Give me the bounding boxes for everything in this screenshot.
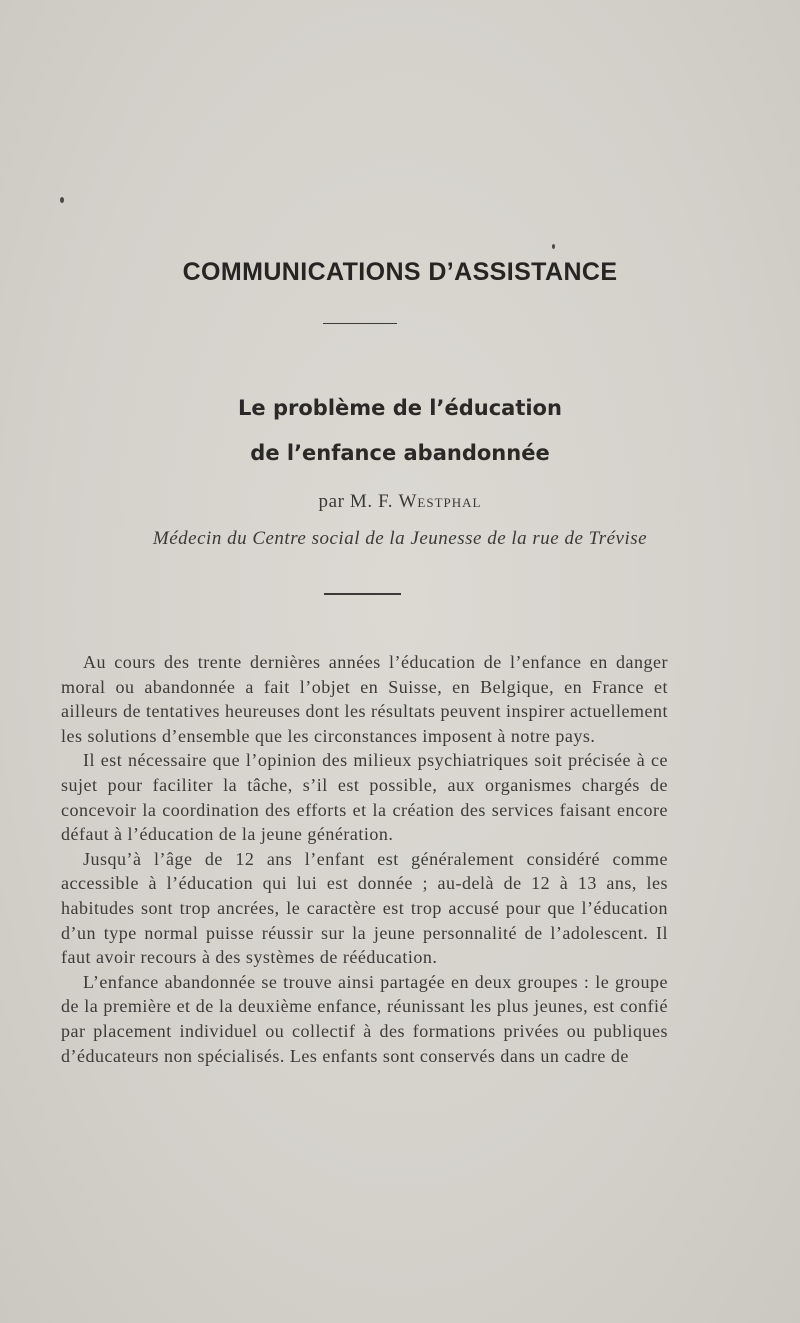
section-divider	[323, 323, 397, 324]
section-title: COMMUNICATIONS D’ASSISTANCE	[182, 258, 618, 286]
paragraph: Il est nécessaire que l’opinion des milieux psychiatriques soit précisée à ce sujet pour faciliter la tâche, s’il est possible, aux organismes chargés de concevoir la coordination des efforts et la création des services faisant encore défaut à l’éducation de la jeune génération.	[61, 750, 668, 845]
title-divider	[324, 593, 401, 595]
paragraph: Au cours des trente dernières années l’éducation de l’enfance en danger moral ou abandonnée a fait l’objet en Suisse, en Belgique, en France et ailleurs de tentatives heureuses dont les résultats peuvent inspirer actuellement les solutions d’ensemble que les circonstances imposent à notre pays.	[61, 652, 668, 746]
author-affiliation: Médecin du Centre social de la Jeunesse de la rue de Trévise	[152, 528, 648, 549]
paragraph: Jusqu’à l’âge de 12 ans l’enfant est généralement considéré comme accessible à l’éducation qui lui est donnée ; au-delà de 12 à 13 ans, les habitudes sont trop ancrées, le caractère est trop accusé pour que l’éducation d’un type normal puisse réussir sur la jeune personnalité de l’adolescent. Il faut avoir recours à des systèmes de rééducation.	[61, 848, 668, 968]
ink-speck	[552, 244, 555, 249]
article-title-line-2: de l’enfance abandonnée	[250, 441, 550, 465]
article-title-line-1: Le problème de l’éducation	[238, 396, 562, 420]
author-name: Westphal	[398, 491, 482, 512]
byline	[0, 491, 800, 513]
byline-prefix: par M. F.	[318, 491, 399, 512]
ink-speck	[60, 197, 64, 203]
article-body	[61, 650, 668, 1068]
paragraph: L’enfance abandonnée se trouve ainsi partagée en deux groupes : le groupe de la première et de la deuxième enfance, réunissant les plus jeunes, est confié par placement individuel ou collectif à des formations privées ou publiques d’éducateurs non spécialisés. Les enfants sont conservés dans un cadre de	[61, 971, 668, 1066]
